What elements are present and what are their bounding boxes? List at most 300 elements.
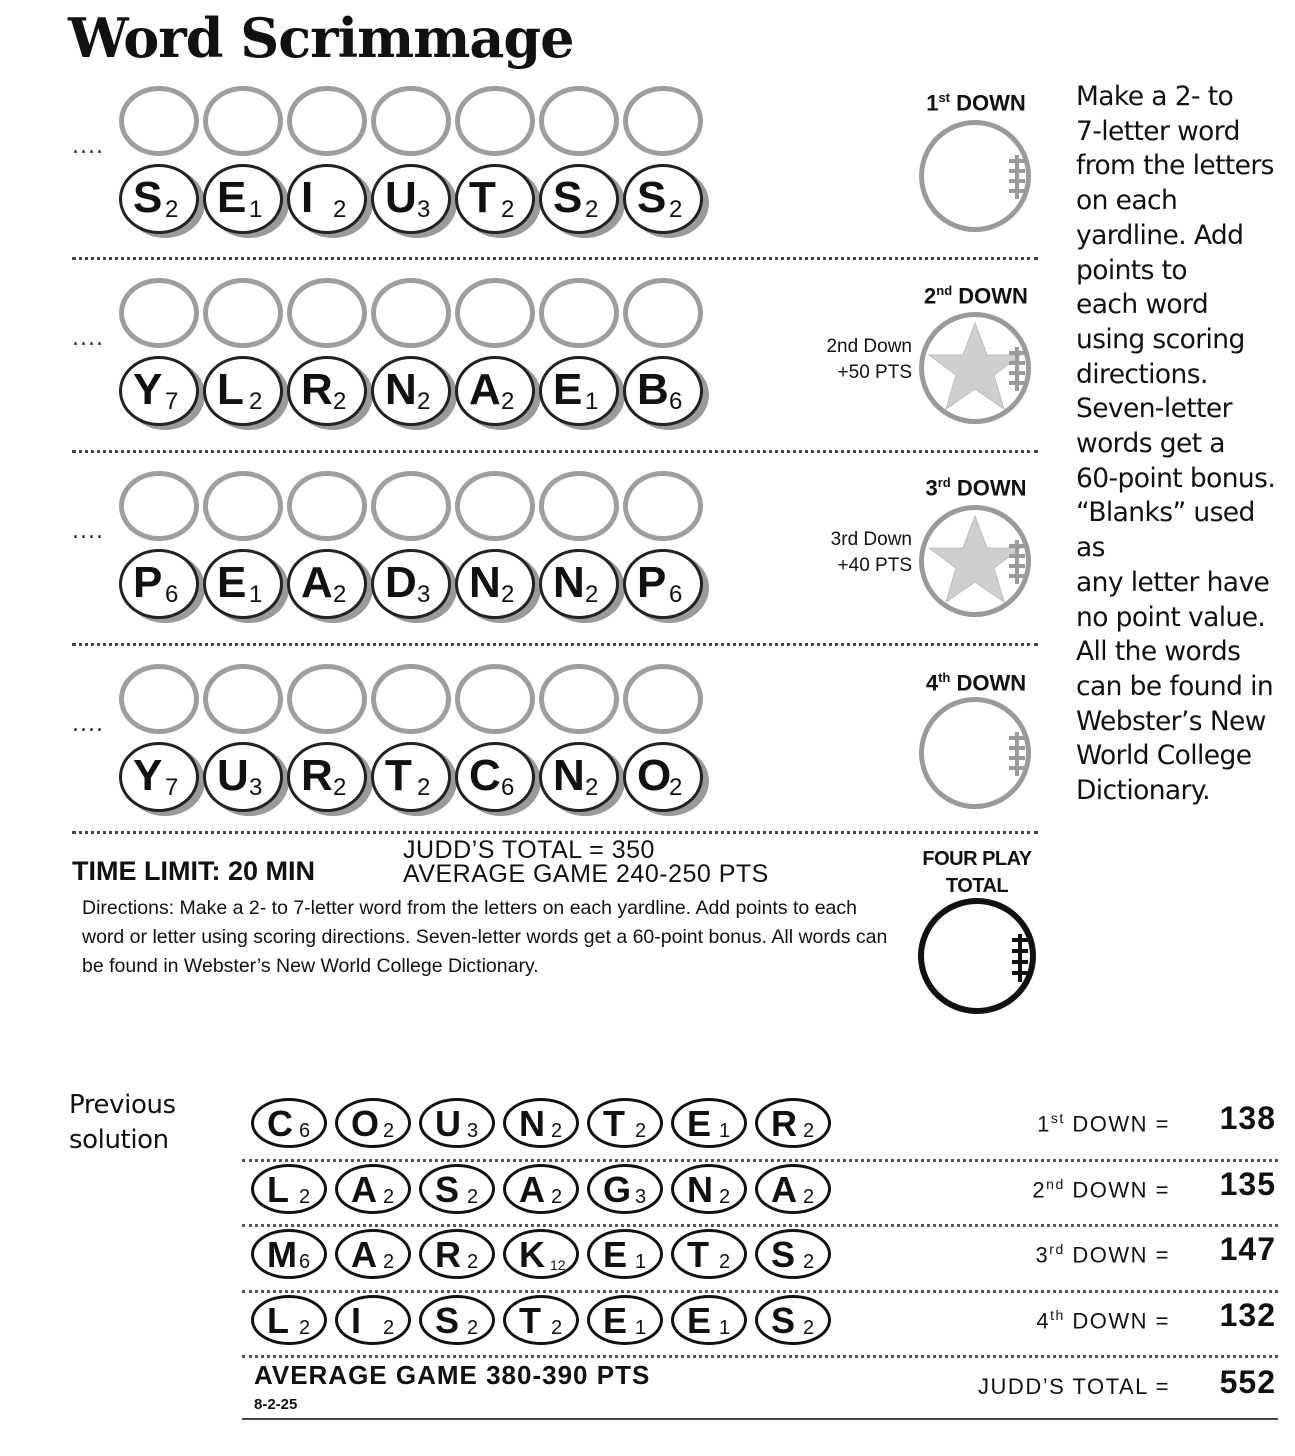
solution-total-label: JUDD’S TOTAL = [978,1374,1170,1399]
tile-letter: N [469,558,501,607]
tile-points: 2 [585,774,599,801]
solution-tile [503,1164,579,1214]
down-label [906,475,1046,501]
solution-tile-letter: N [687,1169,713,1210]
answer-blank[interactable] [455,664,535,734]
solution-tile-points: 2 [719,1186,731,1208]
letter-tile [539,164,619,234]
solution-tile-points: 6 [299,1251,311,1273]
down-ordinal-suffix: nd [936,283,953,298]
solution-down-word: DOWN = [1072,1177,1170,1203]
solution-tile-points: 2 [383,1120,395,1142]
tile-points: 2 [501,581,515,608]
solution-down-ordinal: 2 [1032,1177,1047,1203]
letter-tiles-row [119,356,703,426]
solution-tile [671,1164,747,1214]
side-text-line: Dictionary. [1076,775,1210,807]
answer-blank[interactable] [203,86,283,156]
row-lead-dots: .... [72,326,104,351]
solution-row [251,1098,831,1148]
solution-tile [587,1295,663,1345]
solution-tile-letter: A [351,1234,377,1275]
solution-tile-points: 2 [803,1317,815,1339]
solution-total-score: 552 [1219,1364,1276,1400]
answer-blank[interactable] [119,278,199,348]
row-lead-dots: .... [72,712,104,737]
letter-tile [371,549,451,619]
solution-tile-points: 3 [635,1186,647,1208]
answer-blank[interactable] [623,86,703,156]
judd-total-block [403,838,769,886]
letter-tile [371,356,451,426]
tile-letter: B [637,365,669,414]
solution-tile-letter: A [519,1169,545,1210]
side-text-line: points to [1076,254,1188,286]
answer-blank[interactable] [287,278,367,348]
answer-blank[interactable] [455,86,535,156]
solution-tile-letter: S [435,1300,460,1341]
solution-tile-points: 2 [467,1186,479,1208]
down-label [906,670,1046,696]
tile-letter: U [217,751,249,800]
solution-tile [755,1098,831,1148]
solution-tile-letter: C [267,1103,293,1144]
solution-row [251,1229,831,1279]
side-text-line: yardline. Add [1076,219,1244,251]
yardline-divider [72,831,1038,834]
solution-divider [242,1290,1278,1293]
solution-down-label [970,1307,1170,1334]
down-ordinal: 4 [925,670,939,696]
solution-row [251,1164,831,1214]
yardline-divider [72,257,1038,260]
solution-tile-points: 12 [550,1257,566,1273]
solution-tile-points: 2 [383,1251,395,1273]
letter-tile [371,742,451,812]
tile-points: 6 [669,388,683,415]
solution-tile [671,1295,747,1345]
tile-letter: S [133,173,163,222]
solution-tile-points: 2 [467,1251,479,1273]
letter-tile [203,164,283,234]
answer-blank[interactable] [287,471,367,541]
solution-down-word: DOWN = [1072,1308,1170,1334]
letter-tile [203,356,283,426]
side-instructions [1076,80,1291,809]
down-ordinal: 3 [925,475,938,501]
side-text-line: “Blanks” used as [1076,497,1255,564]
down-score-ball[interactable] [919,505,1031,617]
solution-divider [242,1159,1278,1162]
tile-points: 2 [501,388,515,415]
four-play-line1: FOUR PLAY [922,848,1032,870]
solution-tile-points: 2 [635,1120,647,1142]
tile-points: 3 [249,774,263,801]
solution-tile-points: 1 [635,1317,647,1339]
down-word: DOWN [958,283,1028,309]
solution-down-label [970,1176,1170,1203]
tile-points: 1 [249,196,263,223]
side-text-line: Webster’s New [1076,705,1266,737]
solution-tile [755,1164,831,1214]
tile-letter: T [469,173,496,222]
solution-tile-points: 2 [383,1186,395,1208]
solution-down-suffix: th [1050,1307,1065,1323]
down-score-ball[interactable] [919,697,1031,809]
side-text-line: World College [1076,740,1252,772]
tile-points: 2 [165,196,179,223]
football-laces-icon [1009,347,1025,391]
answer-blank[interactable] [287,664,367,734]
solution-down-score: 147 [1219,1231,1276,1267]
solution-tile-letter: S [771,1234,796,1275]
answer-blank[interactable] [623,471,703,541]
solution-tile [251,1098,327,1148]
solution-tile-letter: E [603,1300,628,1341]
solution-down-label [970,1110,1170,1137]
solution-divider [242,1224,1278,1227]
answer-blank[interactable] [119,86,199,156]
solution-down-score: 132 [1219,1297,1276,1333]
answer-blank[interactable] [623,278,703,348]
letter-tile [455,164,535,234]
side-text-line: directions. [1076,358,1208,390]
letter-tile [539,742,619,812]
solution-tile-letter: O [351,1103,380,1144]
tile-letter: Y [133,365,163,414]
solution-tile-letter: L [267,1169,289,1210]
solution-tile [251,1295,327,1345]
row-lead-dots: .... [72,519,104,544]
solution-tile [671,1229,747,1279]
tile-points: 2 [333,774,347,801]
letter-tile [119,164,199,234]
letter-tiles-row [119,742,703,812]
tile-letter: N [553,558,585,607]
answer-blank[interactable] [539,664,619,734]
answer-blank[interactable] [203,664,283,734]
solution-date: 8-2-25 [254,1396,298,1413]
side-text-line: 7-letter word [1076,115,1240,147]
solution-average-game: AVERAGE GAME 380-390 PTS [254,1360,651,1390]
solution-divider [242,1355,1278,1358]
solution-down-score: 135 [1219,1166,1276,1202]
letter-tile [119,549,199,619]
football-laces-icon [1009,155,1025,199]
down-ordinal-suffix: st [938,90,951,105]
tile-letter: E [553,365,583,414]
solution-tile-letter: S [435,1169,460,1210]
tile-points: 2 [417,774,431,801]
solution-tile-points: 3 [467,1120,479,1142]
solution-tile-letter: N [519,1103,545,1144]
letter-tile [455,356,535,426]
bonus-line2: +40 PTS [837,555,912,576]
solution-tile [335,1098,411,1148]
letter-tile [287,356,367,426]
solution-tile-points: 1 [719,1317,731,1339]
letter-tile [623,549,703,619]
solution-tile-points: 1 [635,1251,647,1273]
solution-tile-points: 2 [803,1120,815,1142]
tile-letter: A [301,558,333,607]
previous-line1: Previous [69,1090,176,1120]
letter-tile [287,549,367,619]
tile-letter: R [301,751,333,800]
answer-blanks-row [119,471,703,541]
side-text-line: using scoring [1076,323,1245,355]
tile-points: 2 [585,196,599,223]
down-word: DOWN [956,475,1027,501]
letter-tile [623,742,703,812]
judd-total: JUDD’S TOTAL = 350 [403,836,655,864]
tile-points: 2 [585,581,599,608]
answer-blank[interactable] [539,471,619,541]
letter-tile [455,742,535,812]
tile-points: 3 [417,581,431,608]
star-icon [929,323,1021,409]
side-text-line: from the letters [1076,150,1274,182]
bonus-line1: 2nd Down [826,336,912,357]
solution-tile-letter: K [519,1234,545,1275]
solution-down-ordinal: 3 [1035,1242,1050,1268]
solution-down-score: 138 [1219,1100,1276,1136]
letter-tile [119,742,199,812]
side-text-line: any letter have [1076,566,1270,598]
solution-tile-letter: L [267,1300,289,1341]
football-laces-icon [924,904,1030,1008]
four-play-line2: TOTAL [945,875,1009,897]
tile-points: 2 [249,388,263,415]
tile-letter: P [133,558,163,607]
solution-tile-points: 2 [719,1251,731,1273]
bonus-line2: +50 PTS [837,362,912,383]
solution-tile [587,1098,663,1148]
solution-down-suffix: st [1050,1110,1065,1126]
down-word: DOWN [956,90,1026,116]
tile-letter: D [385,558,417,607]
tile-letter: Y [133,751,163,800]
tile-letter: I [301,173,314,222]
solution-tile-points: 2 [803,1251,815,1273]
solution-tile [419,1164,495,1214]
solution-tile [335,1229,411,1279]
letter-tiles-row [119,164,703,234]
solution-tile [335,1164,411,1214]
side-text-line: on each [1076,185,1178,217]
yardline-divider [72,450,1038,453]
side-text-line: Seven-letter [1076,393,1232,425]
answer-blank[interactable] [371,278,451,348]
down-score-ball[interactable] [919,312,1031,424]
answer-blank[interactable] [287,86,367,156]
tile-points: 7 [165,388,179,415]
down-label [906,90,1046,116]
solution-tile [503,1295,579,1345]
bottom-rule [242,1418,1278,1420]
solution-tile [587,1229,663,1279]
tile-points: 2 [333,388,347,415]
tile-letter: C [469,751,501,800]
four-play-total-ball[interactable] [918,898,1036,1014]
letter-tile [371,164,451,234]
solution-tile-points: 2 [383,1317,395,1339]
answer-blank[interactable] [119,471,199,541]
down-ordinal: 1 [926,90,939,116]
tile-letter: L [217,365,244,414]
letter-tile [203,549,283,619]
tile-points: 6 [669,581,683,608]
tile-letter: E [217,558,247,607]
answer-blank[interactable] [203,278,283,348]
answer-blank[interactable] [203,471,283,541]
side-text-line: All the words [1076,636,1241,668]
tile-letter: N [385,365,417,414]
side-text-line: each word [1076,289,1209,321]
solution-tile [419,1295,495,1345]
solution-tile [755,1295,831,1345]
solution-tile-points: 2 [299,1186,311,1208]
down-ordinal: 2 [924,283,937,309]
previous-line2: solution [69,1125,169,1155]
solution-tile [335,1295,411,1345]
down-score-ball[interactable] [919,120,1031,232]
star-icon [929,516,1021,602]
solution-tile-letter: E [687,1103,712,1144]
tile-points: 7 [165,774,179,801]
tile-points: 2 [333,196,347,223]
solution-tile-points: 1 [719,1120,731,1142]
tile-points: 1 [585,388,599,415]
solution-tile-letter: U [435,1103,461,1144]
solution-tile [419,1098,495,1148]
letter-tile [119,356,199,426]
solution-tile [503,1229,579,1279]
solution-down-word: DOWN = [1072,1111,1170,1137]
average-game: AVERAGE GAME 240-250 PTS [403,860,769,888]
solution-tile-letter: T [603,1103,625,1144]
solution-tile-letter: T [519,1300,541,1341]
side-text-line: 60-point bonus. [1076,462,1276,494]
side-text-line: words get a [1076,428,1225,460]
solution-tile-points: 2 [803,1186,815,1208]
answer-blank[interactable] [623,664,703,734]
answer-blank[interactable] [455,471,535,541]
solution-tile-letter: T [687,1234,709,1275]
time-limit: TIME LIMIT: 20 MIN [72,856,315,886]
tile-letter: U [385,173,417,222]
answer-blank[interactable] [455,278,535,348]
tile-points: 2 [501,196,515,223]
tile-letter: O [637,751,672,800]
solution-tile-points: 2 [551,1317,563,1339]
tile-letter: E [217,173,247,222]
solution-tile-letter: E [687,1300,712,1341]
solution-tile-letter: E [603,1234,628,1275]
solution-tile-points: 2 [551,1186,563,1208]
directions: Directions: Make a 2- to 7-letter word from the letters on each yardline. Add points to each word or letter using scoring directions. Seven-letter words get a 60-point bonus. All words can be found in Webster’s New World College Dictionary. [82,897,888,977]
solution-row [251,1295,831,1345]
down-ordinal-suffix: th [938,670,951,685]
tile-points: 2 [417,388,431,415]
letter-tile [287,164,367,234]
solution-tile [503,1098,579,1148]
yardline-divider [72,643,1038,646]
solution-tile-letter: G [603,1169,632,1210]
solution-tile [587,1164,663,1214]
four-play-total-label [907,846,1047,900]
solution-tile-letter: I [351,1300,362,1341]
solution-tile-points: 2 [467,1317,479,1339]
tile-points: 2 [669,774,683,801]
tile-letter: R [301,365,333,414]
solution-tile-letter: M [267,1234,297,1275]
down-word: DOWN [956,670,1027,696]
letter-tiles-row [119,549,703,619]
row-lead-dots: .... [72,134,104,159]
letter-tile [623,356,703,426]
tile-letter: S [637,173,667,222]
answer-blank[interactable] [119,664,199,734]
solution-down-ordinal: 4 [1036,1308,1051,1334]
tile-letter: A [469,365,501,414]
tile-points: 2 [669,196,683,223]
tile-letter: S [553,173,583,222]
answer-blanks-row [119,278,703,348]
letter-tile [287,742,367,812]
solution-down-word: DOWN = [1072,1242,1170,1268]
tile-points: 2 [333,581,347,608]
tile-points: 6 [501,774,515,801]
puzzle-title: Word Scrimmage [68,6,574,70]
tile-points: 6 [165,581,179,608]
side-text-line: Make a 2- to [1076,81,1234,112]
letter-tile [203,742,283,812]
solution-tile-letter: A [351,1169,377,1210]
tile-face [287,164,367,234]
solution-down-suffix: rd [1049,1241,1065,1257]
solution-down-label [970,1241,1170,1268]
solution-tile [755,1229,831,1279]
solution-tile [671,1098,747,1148]
answer-blank[interactable] [371,86,451,156]
answer-blank[interactable] [371,471,451,541]
solution-tile-points: 2 [299,1317,311,1339]
solution-tile-points: 2 [551,1120,563,1142]
bonus-line1: 3rd Down [830,529,912,550]
answer-blanks-row [119,664,703,734]
answer-blank[interactable] [539,278,619,348]
solution-tile [251,1229,327,1279]
solution-tile-letter: R [435,1234,461,1275]
answer-blank[interactable] [539,86,619,156]
tile-points: 3 [417,196,431,223]
solution-tile [251,1164,327,1214]
answer-blank[interactable] [371,664,451,734]
previous-solution-label [69,1088,176,1158]
letter-tile [539,549,619,619]
side-text-line: can be found in [1076,670,1274,702]
solution-tile-points: 6 [299,1120,311,1142]
tile-points: 1 [249,581,263,608]
side-text-line: no point value. [1076,601,1266,633]
down-ordinal-suffix: rd [937,475,951,490]
football-laces-icon [1009,732,1025,776]
letter-tile [539,356,619,426]
letter-tile [455,549,535,619]
down-bonus [780,334,912,386]
solution-tile-letter: S [771,1300,796,1341]
